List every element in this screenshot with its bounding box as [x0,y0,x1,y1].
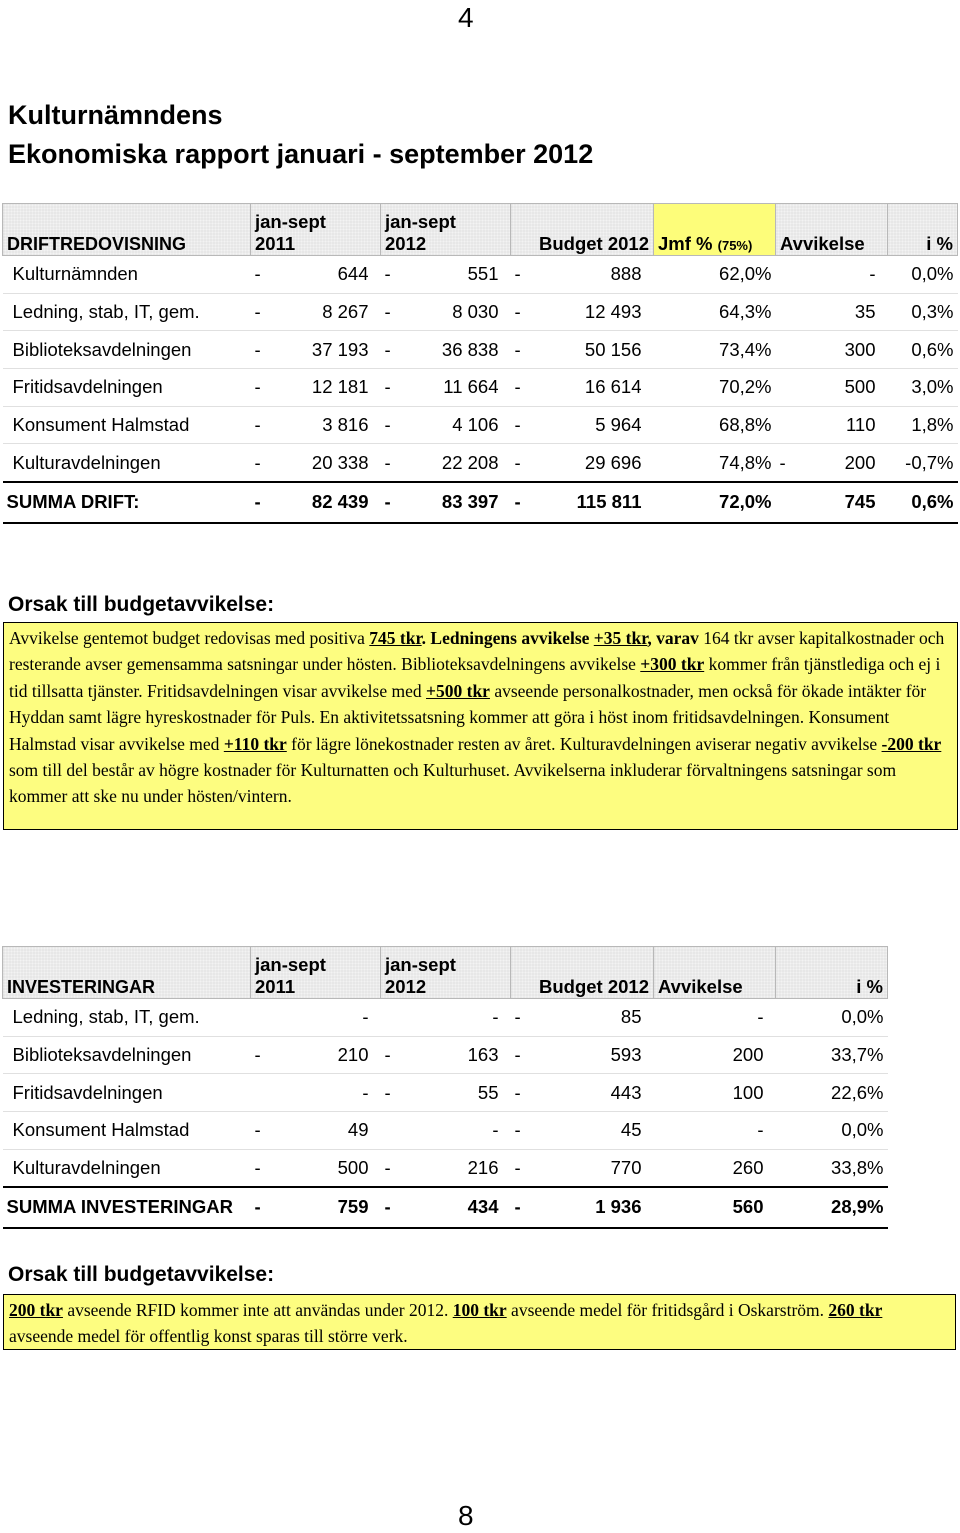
invest-col1-header: jan-sept 2011 [251,947,381,999]
pct-cell: 3,0% [911,376,954,398]
minus-sign: - [384,1196,391,1218]
value-cell: 500 [337,1156,369,1178]
minus-sign: - [384,451,391,473]
table-row [3,406,958,444]
minus-sign: - [514,301,521,323]
minus-sign: - [384,1081,391,1103]
jmf-cell: 68,8% [719,414,772,436]
table-row [3,444,958,482]
table-row [3,1112,888,1150]
value-cell: 45 [620,1119,642,1141]
page-number-top: 4 [458,2,474,33]
minus-sign: - [514,263,521,285]
pct-cell: 0,3% [911,301,954,323]
invest-table [2,946,888,1229]
drift-budget-header: Budget 2012 [511,204,654,256]
minus-sign: - [254,376,261,398]
avvikelse-cell: - [869,263,876,285]
value-cell: 49 [347,1119,369,1141]
minus-sign: - [514,1081,521,1103]
value-cell: - [492,1006,499,1028]
value-cell: 210 [337,1044,369,1066]
drift-header-row [3,204,958,256]
value-cell: 8 030 [452,301,499,323]
avvikelse-cell: - [757,1119,764,1141]
row-label: Konsument Halmstad [12,1119,190,1141]
jmf-cell: 62,0% [719,263,772,285]
minus-sign: - [254,301,261,323]
drift-avvikelse-header: Avvikelse [776,204,888,256]
value-cell: 551 [467,263,499,285]
orsak1-heading: Orsak till budgetavvikelse: [8,593,275,616]
value-cell: 12 181 [311,376,369,398]
table-row [3,256,958,294]
orsak1-note: Avvikelse gentemot budget redovisas med positiva 745 tkr. Ledningens avvikelse +35 tkr, varav 164 tkr avser kapitalkostnader och resterande avser gemensamma satsningar under hösten. Biblioteksavdelningens avvikelse +300 tkr kommer från tjänstlediga och ej i tid tillsatta tjänster. Fritidsavdelningen visar avvikelse med +500 tkr avseende personalkostnader, men också för ökade intäkter för Hyddan samt lägre hyreskostnader för Puls. En aktivitetssatsning kommer att göra i höst inom fritidsavdelningen. Konsument Halmstad visar avvikelse med +110 tkr för lägre lönekostnader resten av året. Kulturavdelningen aviserar negativ avvikelse -200 tkr som till del består av högre kostnader för Kulturnatten och Kulturhuset. Avvikelserna inkluderar förvaltningens satsningar som kommer att ske nu under hösten/vintern. [3,622,958,830]
minus-sign: - [384,301,391,323]
minus-sign: - [254,1119,261,1141]
value-cell: 16 614 [584,376,642,398]
value-cell: 85 [620,1006,642,1028]
minus-sign: - [384,414,391,436]
table-row [3,1074,888,1112]
minus-sign: - [514,1044,521,1066]
invest-avvikelse-header: Avvikelse [654,947,776,999]
pct-cell: 1,8% [911,414,954,436]
jmf-cell: 74,8% [719,451,772,473]
minus-sign: - [254,1044,261,1066]
value-cell: 29 696 [584,451,642,473]
minus-sign: - [254,1156,261,1178]
value-cell: 216 [467,1156,499,1178]
value-cell: 443 [610,1081,642,1103]
pct-cell: 0,0% [841,1119,884,1141]
orsak2-note: 200 tkr avseende RFID kommer inte att användas under 2012. 100 tkr avseende medel för fritidsgård i Oskarström. 260 tkr avseende medel för offentlig konst sparas till större verk. [3,1294,956,1350]
value-cell: 12 493 [584,301,642,323]
table-row [3,999,888,1037]
minus-sign: - [384,263,391,285]
minus-sign: - [254,451,261,473]
value-cell: - [362,1081,369,1103]
invest-col2-header: jan-sept 2012 [381,947,511,999]
value-cell: 50 156 [584,338,642,360]
avvikelse-cell: - [757,1006,764,1028]
value-cell: 5 964 [595,414,642,436]
minus-sign: - [254,491,261,513]
minus-sign: - [384,1044,391,1066]
value-cell: 82 439 [311,491,369,513]
value-cell: - [362,1006,369,1028]
value-cell: 8 267 [322,301,369,323]
invest-sum-row [3,1187,888,1228]
value-cell: 37 193 [311,338,369,360]
pct-cell: 22,6% [831,1081,884,1103]
table-row [3,1036,888,1074]
value-cell: 83 397 [441,491,499,513]
table-row [3,331,958,369]
invest-ipct-header: i % [776,947,888,999]
value-cell: 4 106 [452,414,499,436]
row-label: Kulturavdelningen [12,1156,161,1178]
value-cell: 20 338 [311,451,369,473]
pct-cell: 28,9% [831,1196,884,1218]
avvikelse-cell: 560 [732,1196,764,1218]
value-cell: 55 [477,1081,499,1103]
value-cell: 11 664 [443,376,499,398]
invest-header-row [3,947,888,999]
pct-cell: 0,0% [841,1006,884,1028]
pct-cell: 33,8% [831,1156,884,1178]
drift-col2-header: jan-sept 2012 [381,204,511,256]
minus-sign: - [384,491,391,513]
avvikelse-cell: 200 [732,1044,764,1066]
value-cell: 593 [610,1044,642,1066]
row-label: Fritidsavdelningen [12,376,163,398]
minus-sign: - [514,338,521,360]
value-cell: 36 838 [441,338,499,360]
minus-sign: - [384,376,391,398]
jmf-cell: 64,3% [719,301,772,323]
avvikelse-cell: 35 [854,301,876,323]
drift-col1-header: jan-sept 2011 [251,204,381,256]
jmf-cell: 70,2% [719,376,772,398]
minus-sign: - [384,338,391,360]
value-cell: 759 [337,1196,369,1218]
value-cell: - [492,1119,499,1141]
avvikelse-cell: 100 [732,1081,764,1103]
minus-sign: - [514,414,521,436]
row-label: Biblioteksavdelningen [12,1044,192,1066]
jmf-cell: 73,4% [719,338,772,360]
row-label: Konsument Halmstad [12,414,190,436]
drift-table [2,203,958,524]
table-row [3,1149,888,1187]
page-number-bottom: 8 [458,1500,474,1531]
minus-sign: - [254,1196,261,1218]
drift-sum-row [3,482,958,523]
pct-cell: 33,7% [831,1044,884,1066]
report-title-line1: Kulturnämndens [8,100,223,130]
minus-sign: - [514,491,521,513]
row-label: SUMMA DRIFT: [6,491,140,513]
minus-sign: - [514,1196,521,1218]
avvikelse-cell: 745 [844,491,876,513]
pct-cell: 0,6% [911,338,954,360]
row-label: SUMMA INVESTERINGAR [6,1196,233,1218]
avvikelse-cell: 260 [732,1156,764,1178]
drift-ipct-header: i % [888,204,958,256]
minus-sign: - [514,1119,521,1141]
minus-sign: - [254,414,261,436]
invest-budget-header: Budget 2012 [511,947,654,999]
value-cell: 1 936 [595,1196,642,1218]
pct-cell: 0,6% [911,491,954,513]
minus-sign: - [254,263,261,285]
table-row [3,293,958,331]
value-cell: 434 [467,1196,499,1218]
row-label: Ledning, stab, IT, gem. [12,301,200,323]
report-title-line2: Ekonomiska rapport januari - september 2012 [8,139,594,169]
value-cell: 115 811 [576,491,642,513]
value-cell: 644 [337,263,369,285]
drift-jmf-header: Jmf % (75%) [654,204,776,256]
avvikelse-cell: 500 [844,376,876,398]
minus-sign: - [779,451,786,473]
drift-label-header: DRIFTREDOVISNING [3,204,251,256]
value-cell: 888 [610,263,642,285]
value-cell: 163 [467,1044,499,1066]
minus-sign: - [514,1156,521,1178]
minus-sign: - [514,1006,521,1028]
row-label: Fritidsavdelningen [12,1081,163,1103]
pct-cell: -0,7% [905,451,954,473]
avvikelse-cell: 200 [844,451,876,473]
row-label: Kulturnämnden [12,263,138,285]
minus-sign: - [514,376,521,398]
jmf-cell: 72,0% [719,491,772,513]
value-cell: 3 816 [322,414,369,436]
table-row [3,369,958,407]
avvikelse-cell: 300 [844,338,876,360]
pct-cell: 0,0% [911,263,954,285]
row-label: Biblioteksavdelningen [12,338,192,360]
invest-label-header: INVESTERINGAR [3,947,251,999]
value-cell: 22 208 [441,451,499,473]
minus-sign: - [384,1156,391,1178]
minus-sign: - [514,451,521,473]
value-cell: 770 [610,1156,642,1178]
row-label: Ledning, stab, IT, gem. [12,1006,200,1028]
minus-sign: - [254,338,261,360]
avvikelse-cell: 110 [846,414,876,436]
orsak2-heading: Orsak till budgetavvikelse: [8,1263,275,1286]
row-label: Kulturavdelningen [12,451,161,473]
